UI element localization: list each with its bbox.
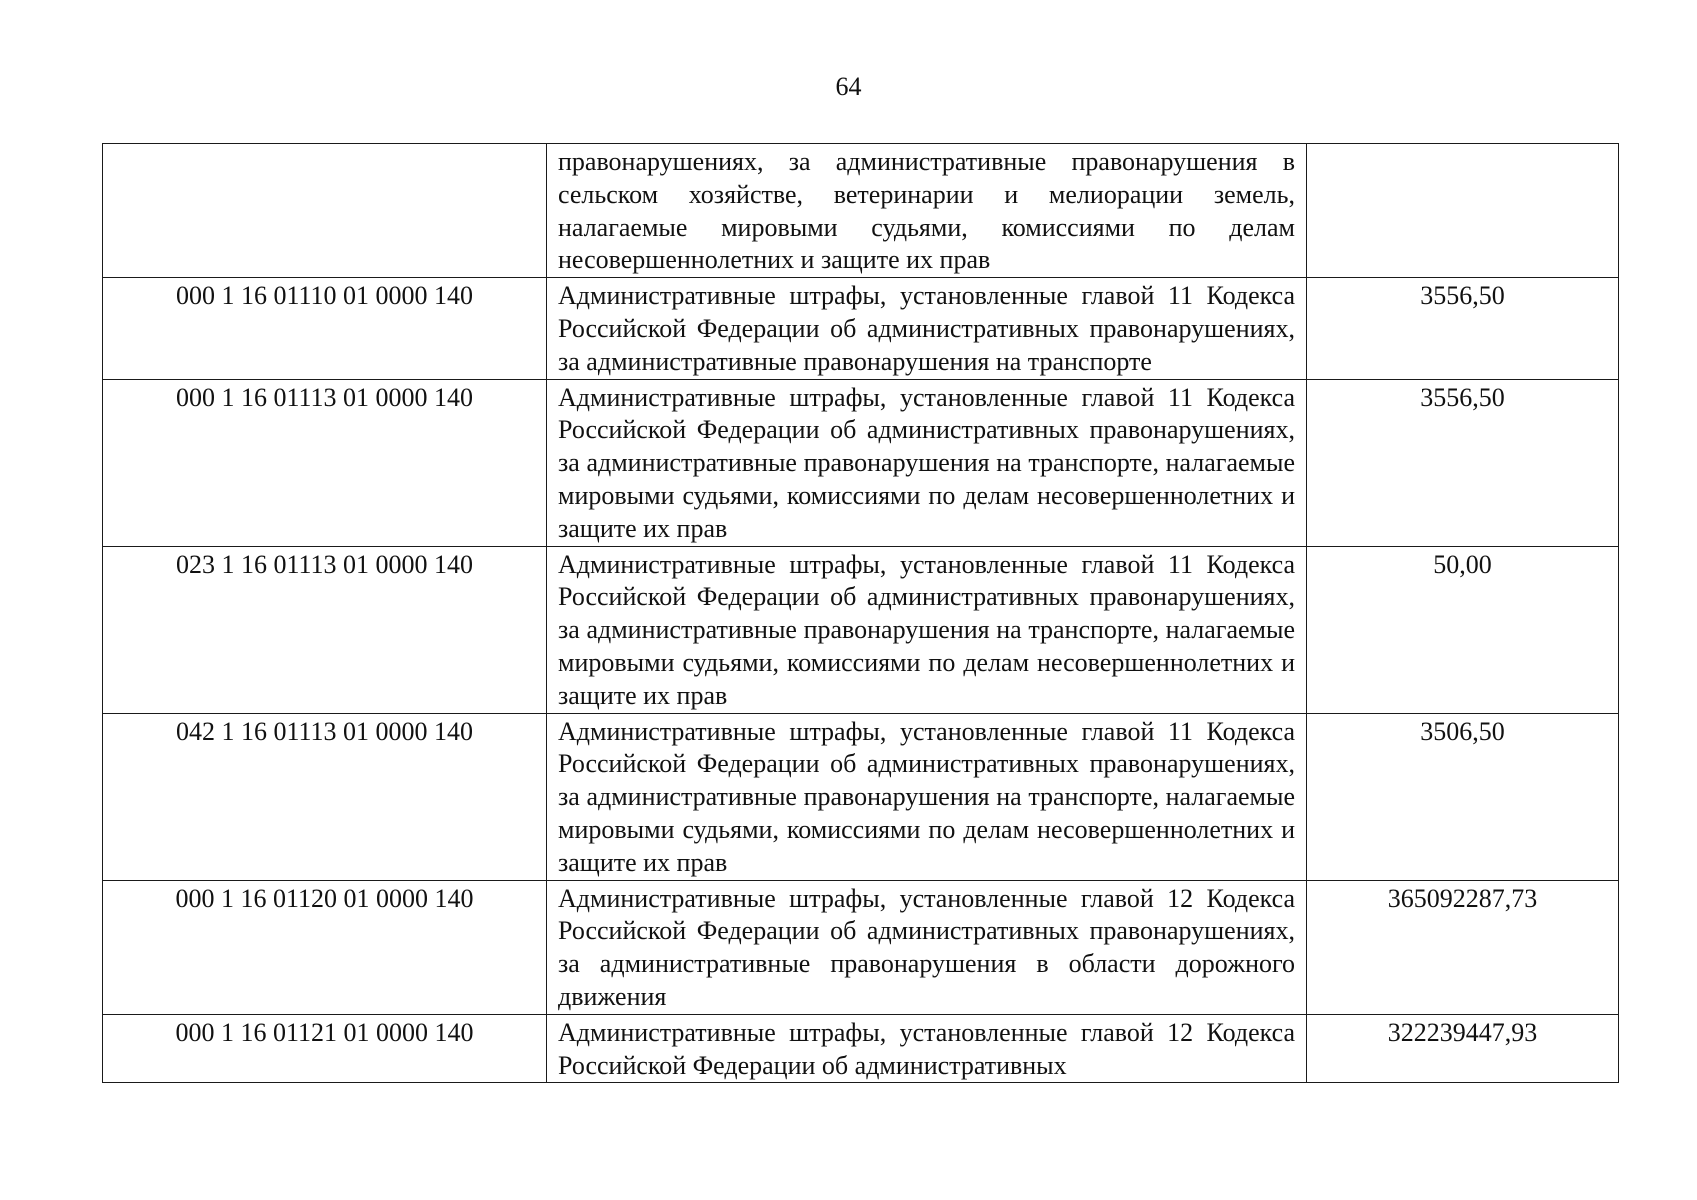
- budget-code-cell: 000 1 16 01110 01 0000 140: [103, 278, 547, 379]
- revenue-name-cell: Административные штрафы, установленные главой 11 Кодекса Российской Федерации об административных правонарушениях, за административные правонарушения на транспорте: [547, 278, 1307, 379]
- budget-code-cell: 023 1 16 01113 01 0000 140: [103, 546, 547, 713]
- amount-cell: 3506,50: [1307, 713, 1619, 880]
- budget-code-cell: 000 1 16 01121 01 0000 140: [103, 1014, 547, 1083]
- table-row: [103, 546, 1619, 713]
- revenue-name-cell: Административные штрафы, установленные главой 12 Кодекса Российской Федерации об административных правонарушениях, за административные правонарушения в области дорожного движения: [547, 880, 1307, 1014]
- revenue-name-cell: правонарушениях, за административные правонарушения в сельском хозяйстве, ветеринарии и мелиорации земель, налагаемые мировыми судьями, комиссиями по делам несовершеннолетних и защите их прав: [547, 144, 1307, 278]
- revenue-name-cell: Административные штрафы, установленные главой 11 Кодекса Российской Федерации об административных правонарушениях, за административные правонарушения на транспорте, налагаемые мировыми судьями, комиссиями по делам несовершеннолетних и защите их прав: [547, 546, 1307, 713]
- table-row: [103, 278, 1619, 379]
- table-row: [103, 713, 1619, 880]
- budget-table: [102, 143, 1619, 1083]
- amount-cell: 322239447,93: [1307, 1014, 1619, 1083]
- table-row: [103, 144, 1619, 278]
- revenue-name-cell: Административные штрафы, установленные главой 12 Кодекса Российской Федерации об административных: [547, 1014, 1307, 1083]
- table-row: [103, 880, 1619, 1014]
- table-row: [103, 379, 1619, 546]
- budget-code-cell: 000 1 16 01113 01 0000 140: [103, 379, 547, 546]
- page-number: 64: [835, 72, 862, 101]
- table-row: [103, 1014, 1619, 1083]
- amount-cell: 3556,50: [1307, 379, 1619, 546]
- amount-cell: 3556,50: [1307, 278, 1619, 379]
- budget-code-cell: 042 1 16 01113 01 0000 140: [103, 713, 547, 880]
- revenue-name-cell: Административные штрафы, установленные главой 11 Кодекса Российской Федерации об административных правонарушениях, за административные правонарушения на транспорте, налагаемые мировыми судьями, комиссиями по делам несовершеннолетних и защите их прав: [547, 379, 1307, 546]
- budget-code-cell: [103, 144, 547, 278]
- revenue-name-cell: Административные штрафы, установленные главой 11 Кодекса Российской Федерации об административных правонарушениях, за административные правонарушения на транспорте, налагаемые мировыми судьями, комиссиями по делам несовершеннолетних и защите их прав: [547, 713, 1307, 880]
- amount-cell: 365092287,73: [1307, 880, 1619, 1014]
- amount-cell: [1307, 144, 1619, 278]
- budget-code-cell: 000 1 16 01120 01 0000 140: [103, 880, 547, 1014]
- amount-cell: 50,00: [1307, 546, 1619, 713]
